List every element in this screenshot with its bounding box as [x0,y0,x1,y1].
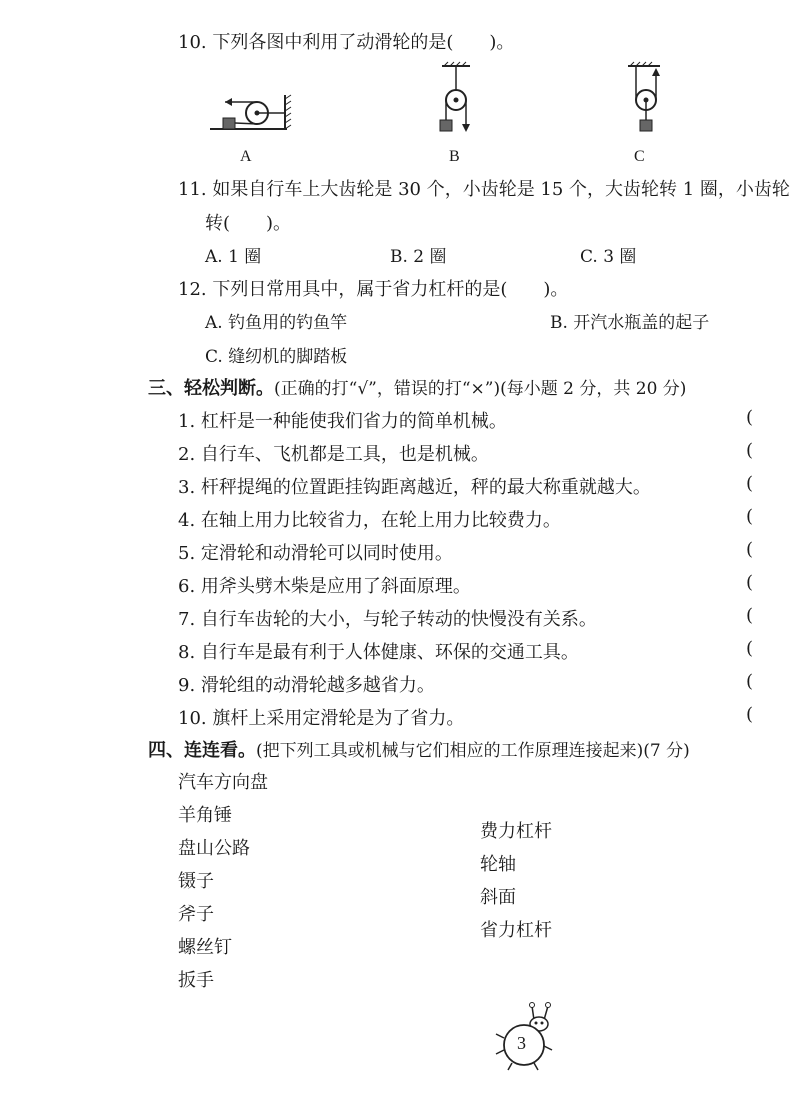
pulley-figure-a [205,85,305,135]
pulley-figure-b [430,62,480,137]
page-number: 3 [517,1033,526,1053]
q11-line1: 11. 如果自行车上大齿轮是 30 个，小齿轮是 15 个，大齿轮转 1 圈，小齿轮 [178,179,790,200]
tool-item: 羊角锤 [178,805,232,826]
tool-item: 扳手 [178,970,214,991]
figure-c-label: C [634,148,645,165]
tool-item: 盘山公路 [178,838,250,859]
q11-line2: 转( )。 [205,213,292,234]
section4-title: 四、连连看。 [148,740,256,761]
section4-note: (把下列工具或机械与它们相应的工作原理连接起来)(7 分) [256,741,690,761]
judge-item: 10. 旗杆上采用定滑轮是为了省力。 [178,708,465,729]
judge-item: 6. 用斧头劈木柴是应用了斜面原理。 [178,576,471,597]
q11-option-b: B. 2 圈 [390,247,447,267]
q12-text: 12. 下列日常用具中，属于省力杠杆的是( )。 [178,279,569,300]
section3-note: (正确的打“√”，错误的打“×”)(每小题 2 分，共 20 分) [274,379,687,399]
tool-item: 汽车方向盘 [178,772,268,793]
answer-paren: ( [746,638,754,659]
q12-option-b: B. 开汽水瓶盖的起子 [550,313,710,333]
judge-item: 4. 在轴上用力比较省力，在轮上用力比较费力。 [178,510,561,531]
figure-a-label: A [240,148,252,165]
q12-option-c: C. 缝纫机的脚踏板 [205,347,348,367]
judge-item: 8. 自行车是最有利于人体健康、环保的交通工具。 [178,642,579,663]
judge-item: 1. 杠杆是一种能使我们省力的简单机械。 [178,411,507,432]
tool-item: 斧子 [178,904,214,925]
tool-item: 镊子 [178,871,214,892]
pulley-figure-c [620,62,670,137]
figure-b-label: B [449,148,460,165]
section4-header [148,736,690,762]
judge-item: 5. 定滑轮和动滑轮可以同时使用。 [178,543,453,564]
answer-paren: ( [746,473,754,494]
answer-paren: ( [746,605,754,626]
judge-item: 2. 自行车、飞机都是工具，也是机械。 [178,444,489,465]
principle-item: 省力杠杆 [480,920,552,941]
answer-paren: ( [746,572,754,593]
answer-paren: ( [746,407,754,428]
q10-text: 10. 下列各图中利用了动滑轮的是( )。 [178,32,515,53]
judge-item: 9. 滑轮组的动滑轮越多越省力。 [178,675,435,696]
answer-paren: ( [746,440,754,461]
q11-option-a: A. 1 圈 [205,247,262,267]
answer-paren: ( [746,539,754,560]
principle-item: 斜面 [480,887,516,908]
judge-item: 7. 自行车齿轮的大小，与轮子转动的快慢没有关系。 [178,609,597,630]
answer-paren: ( [746,671,754,692]
section3-header [148,374,686,400]
q12-option-a: A. 钓鱼用的钓鱼竿 [205,313,348,333]
answer-paren: ( [746,506,754,527]
principle-item: 轮轴 [480,854,516,875]
answer-paren: ( [746,704,754,725]
section3-title: 三、轻松判断。 [148,378,274,399]
bug-illustration [488,998,568,1078]
q11-option-c: C. 3 圈 [580,247,637,267]
principle-item: 费力杠杆 [480,821,552,842]
judge-item: 3. 杆秤提绳的位置距挂钩距离越近，秤的最大称重就越大。 [178,477,651,498]
tool-item: 螺丝钉 [178,937,232,958]
